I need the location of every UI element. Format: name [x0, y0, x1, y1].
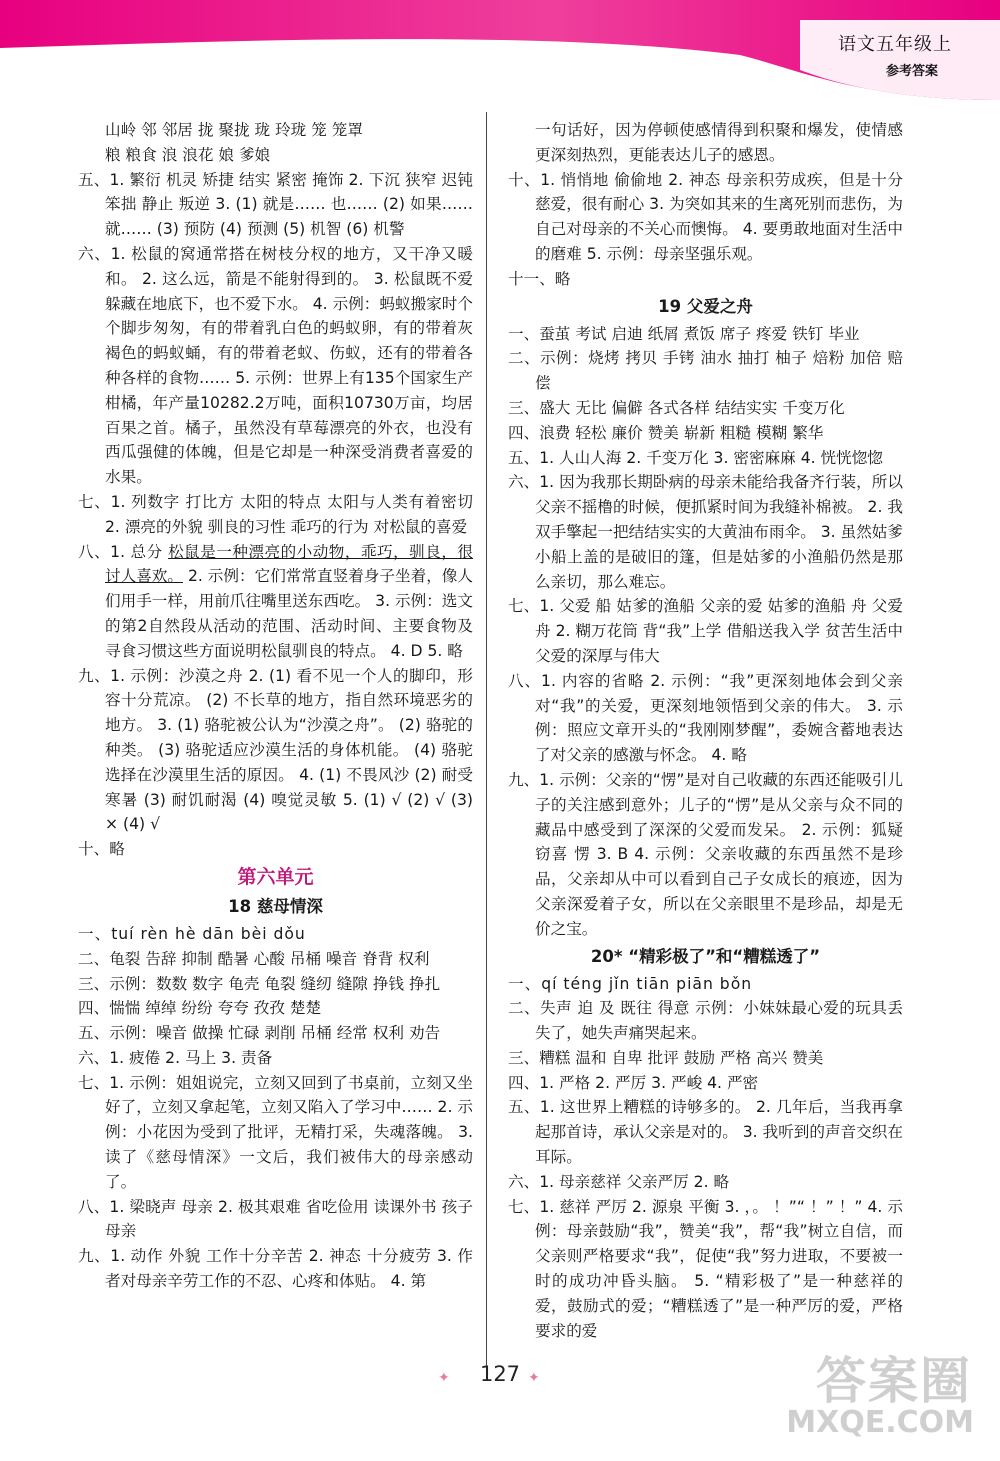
answer-item: 七、1. 示例：姐姐说完，立刻又回到了书桌前，立刻又坐好了，立刻又拿起笔，立刻又陷入了学习中…… 2. 示例：小花因为受到了批评，无精打采，失魂落魄。 3. 读了《慈母情深》一文后，我们被伟大的母亲感动了。	[78, 1073, 473, 1191]
answer-item: 一、tuí rèn hè dān bèi dǒu	[78, 924, 306, 943]
answer-item: 七、1. 父爱 船 姑爹的渔船 父亲的爱 姑爹的渔船 舟 父爱 舟 2. 糊万花筒 背“我”上学 借船送我入学 贫苦生活中父爱的深厚与伟大	[508, 597, 903, 665]
answer-line: 粮 粮食 浪 浪花 娘 爹娘	[105, 145, 271, 164]
answer-line: 山岭 邻 邻居 拢 聚拢 珑 玲珑 笼 笼罩	[105, 121, 363, 139]
answer-item: 十、略	[78, 840, 125, 859]
answer-item: 二、失声 迫 及 既往 得意 示例：小妹妹最心爱的玩具丢失了，她失声痛哭起来。	[508, 999, 903, 1043]
answer-text: 八、1. 总分	[78, 542, 169, 561]
answer-item: 五、1. 繁衍 机灵 矫捷 结实 紧密 掩饰 2. 下沉 狭窄 迟钝 笨拙 静止 叛逆 3. (1) 就是…… 也…… (2) 如果……就…… (3) 预防 (4) 预测 (5) 机智 (6) 机警	[78, 170, 473, 239]
star-decoration-icon: ✦	[438, 1370, 450, 1386]
underlined-sentence: 松鼠是一种漂亮的小动物，乖巧，驯良，很讨人喜欢。	[105, 542, 473, 586]
answer-item: 四、惴惴 绰绰 纷纷 夸夸 孜孜 楚楚	[78, 999, 322, 1018]
answer-item: 七、1. 慈祥 严厉 2. 源泉 平衡 3. ，。 ！”“ ！” ！” 4. 示例：母亲鼓励“我”，赞美“我”，帮“我”树立自信，而父亲则严格要求“我”，促使“我”努力进取，不要被一时的成功冲昏头脑。 5. “精彩极了”是一种慈祥的爱，鼓励式的爱；“糟糕透了”是一种严厉的爱，严格要求的爱	[508, 1197, 903, 1340]
book-title: 语文五年级上	[838, 34, 952, 55]
answer-item: 九、1. 示例：父亲的“愣”是对自己收藏的东西还能吸引儿子的关注感到意外；儿子的“愣”是从父亲与众不同的藏品中感受到了深深的父爱而发呆。 2. 示例：狐疑 窃喜 愣 3. B 4. 示例：父亲收藏的东西虽然不是珍品，父亲却从中可以看到自己子女成长的痕迹，因为父亲深爱着子女，所以在父亲眼里不是珍品，却是无价之宝。	[508, 770, 903, 938]
answer-item: 八、1. 内容的省略 2. 示例：“我”更深刻地体会到父亲对“我”的关爱，更深刻地领悟到父亲的伟大。 3. 示例：照应文章开头的“我刚刚梦醒”，委婉含蓄地表达了对父亲的感激与怀念。 4. 略	[508, 671, 903, 765]
unit-title: 第六单元	[237, 865, 314, 888]
answer-item	[78, 540, 473, 664]
answer-item: 三、糟糕 温和 自卑 批评 鼓励 严格 高兴 赞美	[508, 1048, 824, 1067]
star-decoration-icon: ✦	[528, 1370, 540, 1386]
answer-item: 四、1. 严格 2. 严厉 3. 严峻 4. 严密	[508, 1073, 759, 1092]
answer-item: 五、1. 这世界上糟糕的诗够多的。 2. 几年后，当我再拿起那首诗，承认父亲是对的。 3. 我听到的声音交织在耳际。	[508, 1098, 903, 1167]
watermark	[786, 1341, 978, 1449]
answer-item: 八、1. 梁晓声 母亲 2. 极其艰难 省吃俭用 读课外书 孩子 母亲	[78, 1197, 473, 1241]
lesson-title: 18 慈母情深	[228, 896, 323, 916]
answer-item: 十、1. 悄悄地 偷偷地 2. 神态 母亲积劳成疾，但是十分慈爱，很有耐心 3. 为突如其来的生离死别而悲伤，为自己对母亲的不关心而懊悔。 4. 要勇敢地面对生活中的磨难 5. 示例：母亲坚强乐观。	[508, 170, 903, 263]
watermark-logo-text: 答案圈	[816, 1352, 972, 1410]
left-column	[78, 118, 473, 1294]
answer-item: 十一、略	[508, 269, 571, 288]
right-column	[508, 118, 903, 1343]
answer-item: 二、龟裂 告辞 抑制 酷暑 心酸 吊桶 噪音 脊背 权利	[78, 949, 430, 968]
lesson-title: 19 父爱之舟	[658, 296, 753, 316]
answer-item: 九、1. 动作 外貌 工作十分辛苦 2. 神态 十分疲劳 3. 作者对母亲辛劳工作的不忍、心疼和体贴。 4. 第	[78, 1247, 473, 1291]
answer-item: 六、1. 疲倦 2. 马上 3. 责备	[78, 1048, 273, 1067]
answer-item: 六、1. 母亲慈祥 父亲严厉 2. 略	[508, 1172, 730, 1191]
answer-item: 六、1. 因为我那长期卧病的母亲未能给我备齐行装，所以父亲不摇橹的时候，便抓紧时间为我缝补棉被。 2. 我双手擎起一把结结实实的大黄油布雨伞。 3. 虽然姑爹小船上盖的是破旧的篷，但是姑爹的小渔船仍然是那么亲切，那么难忘。	[508, 473, 903, 591]
watermark-url: MXQE.COM	[786, 1405, 974, 1440]
page-number: 127	[479, 1362, 521, 1386]
answer-item: 三、示例：数数 数字 龟壳 龟裂 缝纫 缝隙 挣钱 挣扎	[78, 974, 441, 993]
answer-item: 三、盛大 无比 偏僻 各式各样 结结实实 千变万化	[508, 398, 845, 417]
book-subtitle: 参考答案	[885, 64, 938, 79]
column-divider	[486, 112, 487, 1367]
lesson-title: 20* “精彩极了”和“糟糕透了”	[590, 946, 821, 966]
answer-item: 二、示例：烧烤 拷贝 手铐 油水 抽打 柚子 焙粉 加倍 赔偿	[508, 349, 903, 393]
answer-item: 六、1. 松鼠的窝通常搭在树枝分杈的地方，又干净又暖和。 2. 这么远，箭是不能射得到的。 3. 松鼠既不爱躲藏在地底下，也不爱下水。 4. 示例：蚂蚁搬家时个个脚步匆匆，有的带着乳白色的蚂蚁卵，有的带着灰褐色的蚂蚁蛹，有的带着老蚁、伤蚁，还有的带着各种各样的食物…… 5. 示例：世界上有135个国家生产柑橘，年产量10282.2万吨，面积10730万亩，均居百果之首。橘子，虽然没有草莓漂亮的外衣，也没有西瓜强健的体魄，但是它却是一种深受消费者喜爱的水果。	[78, 244, 473, 487]
answer-item: 一、qí téng jǐn tiān piān bǒn	[508, 974, 753, 993]
answer-line: 一句话好，因为停顿使感情得到积聚和爆发，使情感更深刻热烈，更能表达儿子的感恩。	[535, 121, 903, 164]
answer-item: 七、1. 列数字 打比方 太阳的特点 太阳与人类有着密切 2. 漂亮的外貌 驯良的习性 乖巧的行为 对松鼠的喜爱	[78, 492, 473, 536]
answer-item: 一、蚕茧 考试 启迪 纸屑 煮饭 席子 疼爱 铁钉 毕业	[508, 324, 860, 343]
answer-item: 五、示例：噪音 做操 忙碌 剥削 吊桶 经常 权利 劝告	[78, 1024, 441, 1043]
answer-item: 九、1. 示例：沙漠之舟 2. (1) 看不见一个人的脚印，形容十分荒凉。 (2) 不长草的地方，指自然环境恶劣的地方。 3. (1) 骆驼被公认为“沙漠之舟”。 (2) 骆驼的种类。 (3) 骆驼适应沙漠生活的身体机能。 (4) 骆驼选择在沙漠里生活的原因。 4. (1) 不畏风沙 (2) 耐受寒暑 (3) 耐饥耐渴 (4) 嗅觉灵敏 5. (1) √ (2) √ (3) × (4) √	[78, 666, 473, 834]
answer-item: 五、1. 人山人海 2. 千变万化 3. 密密麻麻 4. 恍恍惚惚	[508, 448, 883, 467]
answer-item: 四、浪费 轻松 廉价 赞美 崭新 粗糙 模糊 繁华	[508, 423, 824, 442]
answer-text: 2. 示例：它们常常直竖着身子坐着，像人们用手一样，用前爪往嘴里送东西吃。 3. 示例：选文的第2自然段从活动的范围、活动时间、主要食物及寻食习惯这些方面说明松鼠驯良的特点。 4. D 5. 略	[105, 567, 473, 660]
